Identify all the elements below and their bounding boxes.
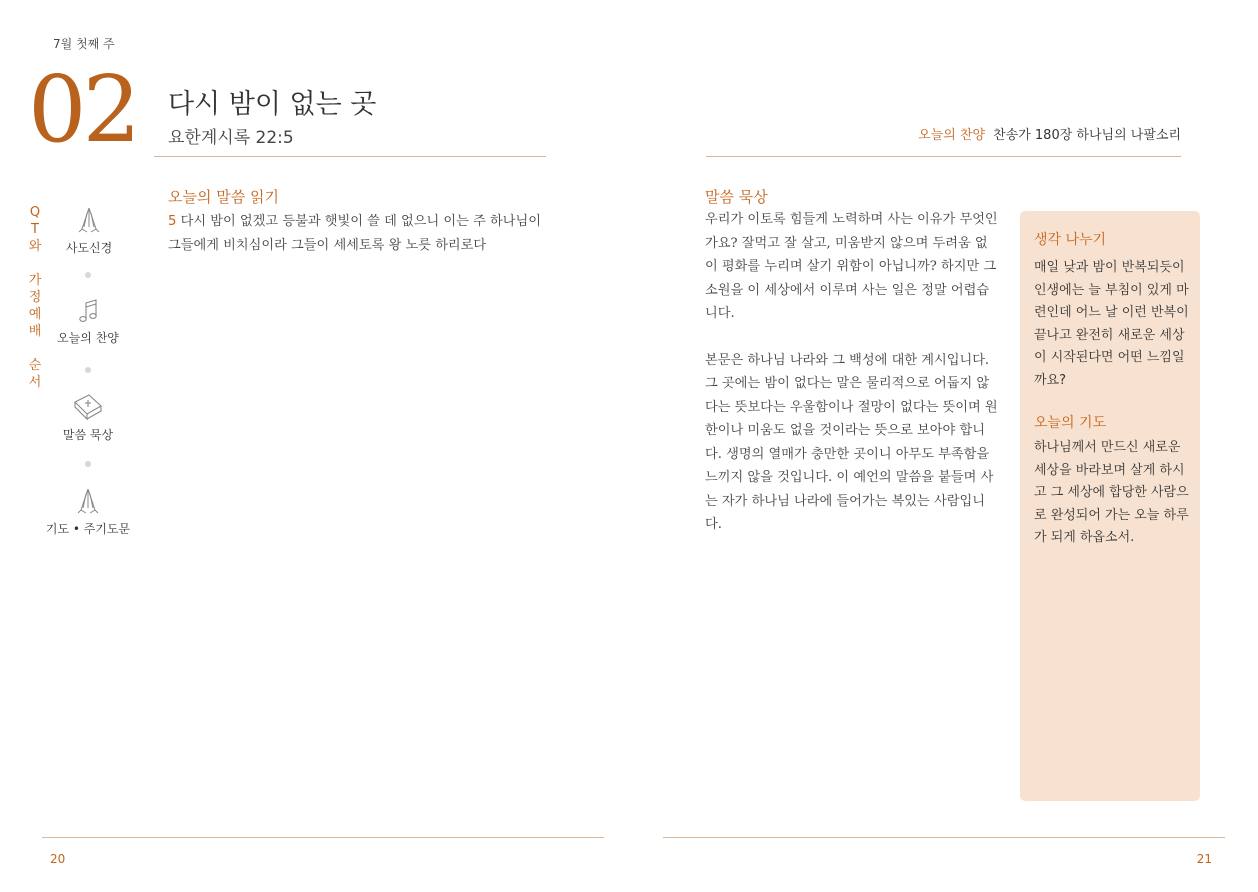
share-heading: 생각 나누기 xyxy=(1034,232,1107,248)
hymn-label: 오늘의 찬양 xyxy=(918,128,986,143)
footer-divider-right xyxy=(663,837,1225,838)
scripture-reference: 요한계시록 22:5 xyxy=(168,128,294,148)
hymn-header xyxy=(918,124,1181,143)
sidebar-item-label: 오늘의 찬양 xyxy=(57,331,119,345)
meditation-paragraph: 본문은 하나님 나라와 그 백성에 대한 계시입니다. 그 곳에는 밤이 없다는 말은 물리적으로 어둡지 않다는 뜻보다는 우울함이나 절망이 없다는 뜻이며 원한이나 미움도 없을 것이라는 뜻으로 보아야 합니다. 생명의 열매가 충만한 곳이니 아무도 부족함을 느끼지 않을 것입니다. 이 예언의 말씀을 붙들며 사는 자가 하나님 나라에 들어가는 복있는 사람입니다. xyxy=(705,352,998,532)
vertical-char: 배 xyxy=(28,324,42,339)
prayer-heading: 오늘의 기도 xyxy=(1034,415,1107,431)
sidebar-item-label: 기도 • 주기도문 xyxy=(45,522,131,536)
vertical-char: 서 xyxy=(28,375,42,390)
lesson-number: 02 xyxy=(28,56,138,163)
page-number-right: 21 xyxy=(1196,852,1212,866)
sidebar-item-creed xyxy=(44,205,134,256)
vertical-gap xyxy=(28,255,42,272)
footer-divider-left xyxy=(42,837,604,838)
reading-heading: 오늘의 말씀 읽기 xyxy=(168,188,279,206)
meditation-heading: 말씀 묵상 xyxy=(705,188,768,206)
sidebar-separator-dot xyxy=(85,461,91,467)
header-divider-left xyxy=(154,156,546,157)
vertical-char: 순 xyxy=(28,358,42,373)
sidebar-separator-dot xyxy=(85,367,91,373)
vertical-char: 와 xyxy=(28,239,42,254)
hymn-value: 찬송가 180장 하나님의 나팔소리 xyxy=(993,128,1181,143)
verse-number: 5 xyxy=(168,214,177,229)
vertical-char: 가 xyxy=(28,273,42,288)
verse-text: 다시 밤이 없겠고 등불과 햇빛이 쓸 데 없으니 이는 주 하나님이 그들에게 비치심이라 그들이 세세토록 왕 노릇 하리로다 xyxy=(168,214,541,253)
meditation-paragraph: 우리가 이토록 힘들게 노력하며 사는 이유가 무엇인가요? 잘먹고 잘 살고, 미움받지 않으며 두려움 없이 평화를 누리며 살기 위함이 아닙니까? 하지만 그 소원을 이 세상에서 이루며 사는 일은 정말 어렵습니다. xyxy=(705,212,998,321)
sidebar-item-label: 말씀 묵상 xyxy=(62,428,114,442)
vertical-char: 정 xyxy=(28,290,42,305)
sidebar-item-meditation xyxy=(43,392,133,443)
share-text: 매일 낮과 밤이 반복되듯이 인생에는 늘 부침이 있게 마련인데 어느 날 이런 반복이 끝나고 완전히 새로운 세상이 시작된다면 어떤 느낌일까요? xyxy=(1034,260,1189,388)
week-label: 7월 첫째 주 xyxy=(53,37,115,51)
sidebar-item-hymn xyxy=(43,297,133,346)
bible-icon xyxy=(72,392,104,422)
reading-verse xyxy=(168,210,548,257)
meditation-body xyxy=(705,208,998,560)
praying-hands-icon xyxy=(73,486,103,516)
music-note-icon xyxy=(73,297,103,325)
page-number-left: 20 xyxy=(50,852,66,866)
page-title: 다시 밤이 없는 곳 xyxy=(168,89,377,120)
vertical-char: 예 xyxy=(28,307,42,322)
sidebar-item-prayer xyxy=(43,486,133,537)
vertical-gap xyxy=(28,340,42,357)
reflection-box xyxy=(1020,211,1200,801)
sidebar-item-label: 사도신경 xyxy=(65,241,113,255)
praying-hands-icon xyxy=(74,205,104,235)
prayer-text: 하나님께서 만드신 새로운 세상을 바라보며 살게 하시고 그 세상에 합당한 사람으로 완성되어 가는 오늘 하루가 되게 하옵소서. xyxy=(1034,440,1189,545)
sidebar-separator-dot xyxy=(85,272,91,278)
vertical-char: Q xyxy=(29,205,41,220)
vertical-order-label xyxy=(28,204,42,391)
header-divider-right xyxy=(706,156,1181,157)
vertical-char: T xyxy=(31,222,39,237)
